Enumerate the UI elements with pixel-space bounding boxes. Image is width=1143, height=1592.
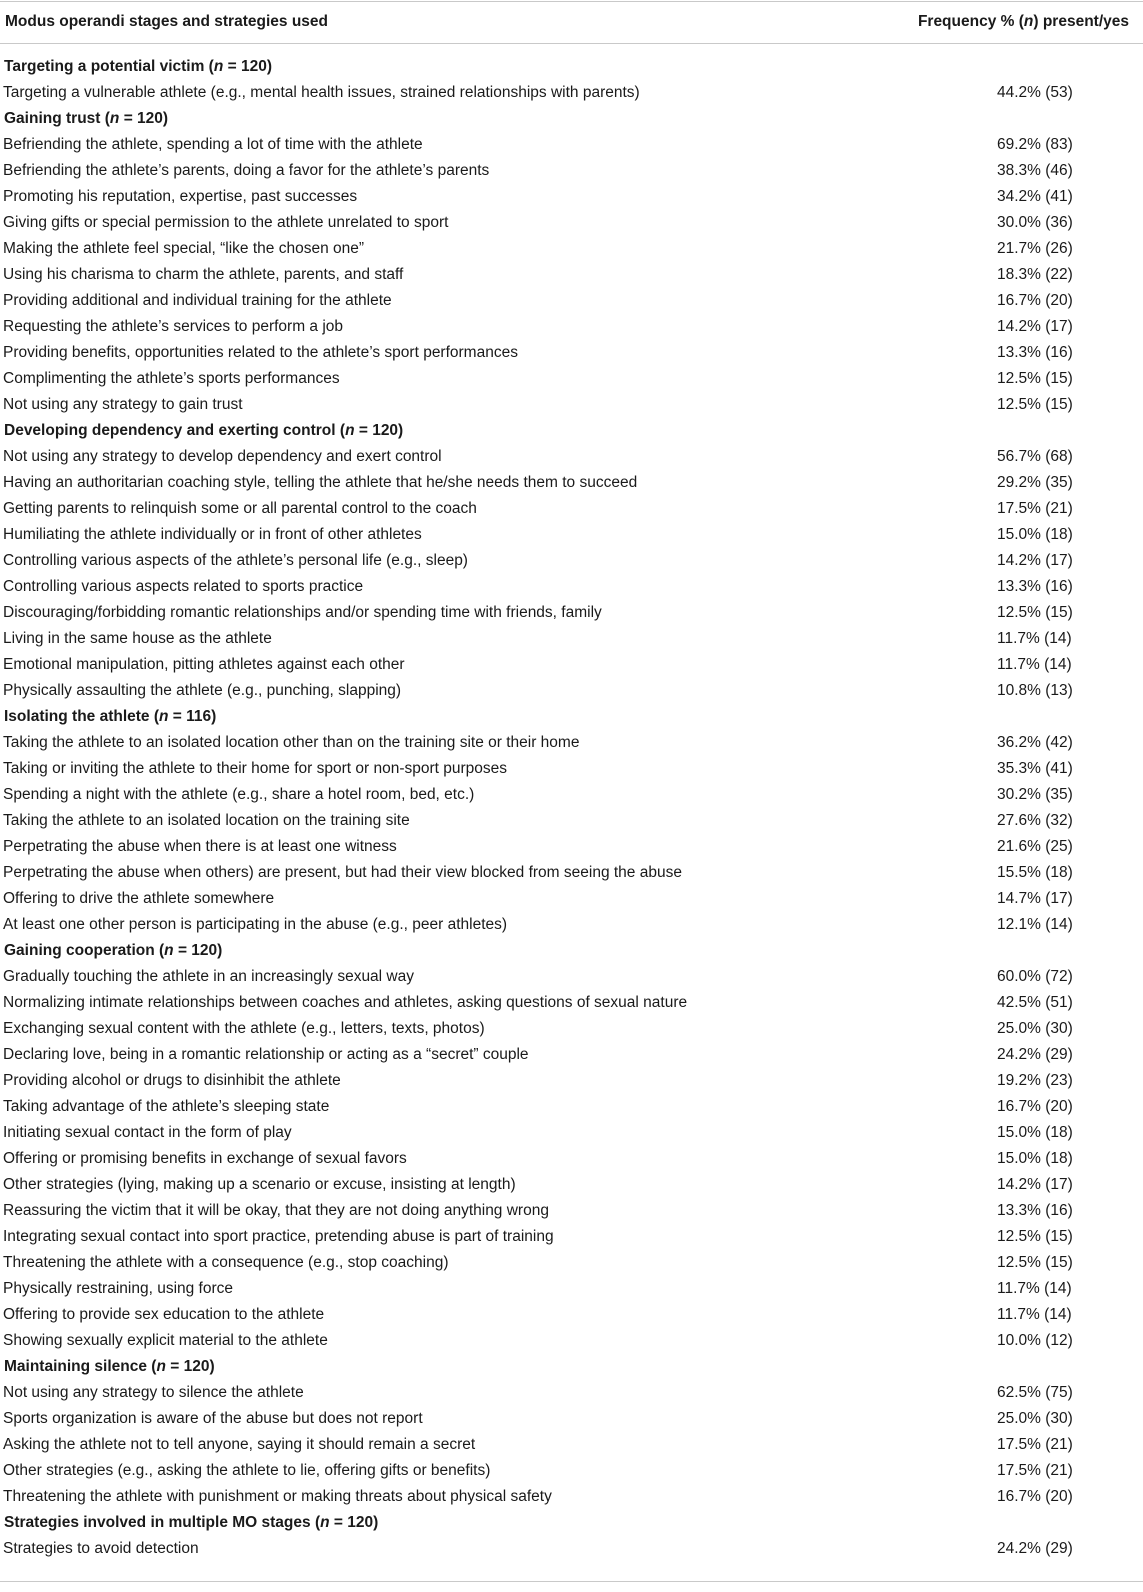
frequency-value: 27.6% (32) (997, 812, 1073, 829)
table-row (0, 1172, 1143, 1198)
strategy-label: Sports organization is aware of the abuse but does not report (3, 1410, 423, 1427)
table-row (0, 132, 1143, 158)
table-row (0, 314, 1143, 340)
section-row (0, 1354, 1143, 1380)
frequency-value: 17.5% (21) (997, 1436, 1073, 1453)
strategy-label: Providing additional and individual training for the athlete (3, 292, 392, 309)
strategy-label: Targeting a vulnerable athlete (e.g., mental health issues, strained relationships with parents) (3, 84, 640, 101)
frequency-value: 18.3% (22) (997, 266, 1073, 283)
table-row (0, 1328, 1143, 1354)
frequency-value: 12.5% (15) (997, 1254, 1073, 1271)
strategy-label: Controlling various aspects related to sports practice (3, 578, 364, 595)
strategy-label: Other strategies (e.g., asking the athlete to lie, offering gifts or benefits) (3, 1462, 491, 1479)
table-row (0, 1146, 1143, 1172)
frequency-value: 11.7% (14) (997, 1306, 1072, 1323)
frequency-value: 12.5% (15) (997, 604, 1073, 621)
table-row (0, 548, 1143, 574)
strategy-label: Taking or inviting the athlete to their home for sport or non-sport purposes (3, 760, 508, 777)
table-row (0, 392, 1143, 418)
strategy-label: Threatening the athlete with a consequence (e.g., stop coaching) (3, 1254, 449, 1271)
strategy-label: Physically restraining, using force (3, 1280, 234, 1297)
strategy-label: Offering to provide sex education to the athlete (3, 1306, 325, 1323)
table-row (0, 1068, 1143, 1094)
table-row (0, 730, 1143, 756)
section-row (0, 1510, 1143, 1536)
table-row (0, 184, 1143, 210)
table-row (0, 1302, 1143, 1328)
strategy-label: Befriending the athlete’s parents, doing a favor for the athlete’s parents (3, 162, 490, 179)
table-row (0, 444, 1143, 470)
frequency-value: 60.0% (72) (997, 968, 1073, 985)
strategy-label: Gradually touching the athlete in an increasingly sexual way (3, 968, 414, 985)
strategy-label: Requesting the athlete’s services to perform a job (3, 318, 344, 335)
frequency-value: 14.2% (17) (997, 552, 1073, 569)
frequency-value: 15.5% (18) (997, 864, 1073, 881)
strategy-label: Not using any strategy to gain trust (3, 396, 243, 413)
strategy-label: Providing alcohol or drugs to disinhibit the athlete (3, 1072, 341, 1089)
table-row (0, 1380, 1143, 1406)
table-row (0, 1484, 1143, 1510)
table-row (0, 1276, 1143, 1302)
strategy-label: Living in the same house as the athlete (3, 630, 272, 647)
table-row (0, 600, 1143, 626)
frequency-value: 12.1% (14) (997, 916, 1073, 933)
frequency-value: 15.0% (18) (997, 1150, 1073, 1167)
table-row (0, 1432, 1143, 1458)
strategy-label: Showing sexually explicit material to the athlete (3, 1332, 328, 1349)
strategy-label: Taking advantage of the athlete’s sleeping state (3, 1098, 330, 1115)
frequency-value: 30.2% (35) (997, 786, 1073, 803)
strategy-label: Other strategies (lying, making up a scenario or excuse, insisting at length) (3, 1176, 516, 1193)
table-row (0, 340, 1143, 366)
section-label: Gaining trust (n = 120) (4, 110, 169, 127)
table-row (0, 1042, 1143, 1068)
frequency-value: 11.7% (14) (997, 656, 1072, 673)
strategy-label: Spending a night with the athlete (e.g., share a hotel room, bed, etc.) (3, 786, 475, 803)
frequency-value: 30.0% (36) (997, 214, 1073, 231)
column-header-frequency: Frequency % (n) present/yes (917, 13, 1129, 30)
frequency-value: 14.7% (17) (997, 890, 1073, 907)
strategy-label: Integrating sexual contact into sport practice, pretending abuse is part of training (3, 1228, 554, 1245)
table-row (0, 470, 1143, 496)
frequency-value: 38.3% (46) (997, 162, 1073, 179)
strategy-label: Befriending the athlete, spending a lot of time with the athlete (3, 136, 423, 153)
frequency-value: 12.5% (15) (997, 396, 1073, 413)
frequency-value: 36.2% (42) (997, 734, 1073, 751)
strategy-label: Not using any strategy to develop dependency and exert control (3, 448, 442, 465)
frequency-value: 17.5% (21) (997, 1462, 1073, 1479)
table-row (0, 1224, 1143, 1250)
table-row (0, 834, 1143, 860)
table-row (0, 886, 1143, 912)
table-row (0, 1406, 1143, 1432)
section-label: Maintaining silence (n = 120) (4, 1358, 215, 1375)
strategy-label: Using his charisma to charm the athlete, parents, and staff (3, 266, 404, 283)
frequency-value: 21.7% (26) (997, 240, 1073, 257)
strategy-label: Getting parents to relinquish some or all parental control to the coach (3, 500, 477, 517)
frequency-value: 24.2% (29) (997, 1540, 1073, 1557)
table-row (0, 158, 1143, 184)
table-row (0, 1458, 1143, 1484)
header-rule (0, 43, 1143, 44)
table-row (0, 522, 1143, 548)
section-label: Targeting a potential victim (n = 120) (4, 58, 273, 75)
frequency-value: 62.5% (75) (997, 1384, 1073, 1401)
strategy-label: Normalizing intimate relationships between coaches and athletes, asking questions of sexual nature (3, 994, 688, 1011)
frequency-value: 14.2% (17) (997, 1176, 1073, 1193)
table-row (0, 782, 1143, 808)
frequency-value: 56.7% (68) (997, 448, 1073, 465)
frequency-value: 16.7% (20) (997, 292, 1073, 309)
table-row (0, 860, 1143, 886)
table-row (0, 288, 1143, 314)
section-row (0, 418, 1143, 444)
table-row (0, 652, 1143, 678)
strategy-label: Exchanging sexual content with the athlete (e.g., letters, texts, photos) (3, 1020, 485, 1037)
frequency-value: 11.7% (14) (997, 630, 1072, 647)
frequency-value: 24.2% (29) (997, 1046, 1073, 1063)
section-label: Gaining cooperation (n = 120) (4, 942, 223, 959)
strategy-label: Not using any strategy to silence the athlete (3, 1384, 304, 1401)
frequency-value: 14.2% (17) (997, 318, 1073, 335)
table-row (0, 80, 1143, 106)
frequency-value: 21.6% (25) (997, 838, 1073, 855)
column-header-stages: Modus operandi stages and strategies used (5, 13, 328, 30)
table-row (0, 1198, 1143, 1224)
strategy-label: Complimenting the athlete’s sports performances (3, 370, 340, 387)
frequency-value: 29.2% (35) (997, 474, 1073, 491)
strategy-label: Strategies to avoid detection (3, 1540, 199, 1557)
table-row (0, 1120, 1143, 1146)
table-row (0, 808, 1143, 834)
frequency-value: 69.2% (83) (997, 136, 1073, 153)
table-row (0, 496, 1143, 522)
frequency-value: 16.7% (20) (997, 1488, 1073, 1505)
section-label: Isolating the athlete (n = 116) (4, 708, 217, 725)
strategy-label: Emotional manipulation, pitting athletes against each other (3, 656, 405, 673)
strategy-label: Reassuring the victim that it will be okay, that they are not doing anything wrong (3, 1202, 549, 1219)
frequency-value: 25.0% (30) (997, 1410, 1073, 1427)
frequency-value: 13.3% (16) (997, 1202, 1073, 1219)
strategy-label: Providing benefits, opportunities related to the athlete’s sport performances (3, 344, 518, 361)
frequency-value: 42.5% (51) (997, 994, 1073, 1011)
frequency-value: 12.5% (15) (997, 370, 1073, 387)
table-row (0, 210, 1143, 236)
frequency-value: 34.2% (41) (997, 188, 1073, 205)
strategy-label: Controlling various aspects of the athlete’s personal life (e.g., sleep) (3, 552, 468, 569)
table-row (0, 574, 1143, 600)
frequency-value: 15.0% (18) (997, 526, 1073, 543)
strategy-label: Asking the athlete not to tell anyone, saying it should remain a secret (3, 1436, 476, 1453)
strategy-label: Initiating sexual contact in the form of play (3, 1124, 292, 1141)
strategy-label: Making the athlete feel special, “like the chosen one” (3, 240, 365, 257)
frequency-value: 10.8% (13) (997, 682, 1073, 699)
table-row (0, 1250, 1143, 1276)
strategy-label: Discouraging/forbidding romantic relationships and/or spending time with friends, family (3, 604, 602, 621)
table-row (0, 990, 1143, 1016)
strategy-label: Taking the athlete to an isolated location on the training site (3, 812, 410, 829)
frequency-value: 25.0% (30) (997, 1020, 1073, 1037)
table-row (0, 236, 1143, 262)
strategy-label: Perpetrating the abuse when others) are present, but had their view blocked from seeing the abuse (3, 864, 682, 881)
strategy-label: Promoting his reputation, expertise, past successes (3, 188, 358, 205)
frequency-value: 13.3% (16) (997, 578, 1073, 595)
frequency-value: 35.3% (41) (997, 760, 1073, 777)
table-row (0, 262, 1143, 288)
section-label: Strategies involved in multiple MO stages (n = 120) (4, 1514, 379, 1531)
table-row (0, 678, 1143, 704)
strategy-label: Threatening the athlete with punishment or making threats about physical safety (3, 1488, 552, 1505)
frequency-value: 15.0% (18) (997, 1124, 1073, 1141)
frequency-value: 12.5% (15) (997, 1228, 1073, 1245)
frequency-value: 13.3% (16) (997, 344, 1073, 361)
section-row (0, 54, 1143, 80)
strategy-label: Physically assaulting the athlete (e.g., punching, slapping) (3, 682, 402, 699)
strategy-label: Taking the athlete to an isolated location other than on the training site or their home (3, 734, 580, 751)
table-row (0, 912, 1143, 938)
section-row (0, 106, 1143, 132)
strategy-label: Declaring love, being in a romantic relationship or acting as a “secret” couple (3, 1046, 529, 1063)
table-row (0, 1016, 1143, 1042)
section-row (0, 938, 1143, 964)
table-bottom-rule (0, 1581, 1143, 1582)
table-row (0, 756, 1143, 782)
table-row (0, 1094, 1143, 1120)
strategy-label: Humiliating the athlete individually or in front of other athletes (3, 526, 422, 543)
frequency-value: 44.2% (53) (997, 84, 1073, 101)
strategy-label: Giving gifts or special permission to the athlete unrelated to sport (3, 214, 449, 231)
section-row (0, 704, 1143, 730)
table-body (0, 54, 1143, 1562)
strategy-label: Offering or promising benefits in exchange of sexual favors (3, 1150, 407, 1167)
strategy-label: Perpetrating the abuse when there is at least one witness (3, 838, 397, 855)
frequency-value: 10.0% (12) (997, 1332, 1073, 1349)
table-row (0, 1536, 1143, 1562)
frequency-value: 19.2% (23) (997, 1072, 1073, 1089)
frequency-value: 11.7% (14) (997, 1280, 1072, 1297)
frequency-value: 16.7% (20) (997, 1098, 1073, 1115)
strategy-label: At least one other person is participating in the abuse (e.g., peer athletes) (3, 916, 508, 933)
frequency-value: 17.5% (21) (997, 500, 1073, 517)
section-label: Developing dependency and exerting control (n = 120) (4, 422, 404, 439)
strategy-label: Having an authoritarian coaching style, telling the athlete that he/she needs them to succeed (3, 474, 638, 491)
table-row (0, 366, 1143, 392)
table-row (0, 964, 1143, 990)
table-row (0, 626, 1143, 652)
strategy-label: Offering to drive the athlete somewhere (3, 890, 275, 907)
